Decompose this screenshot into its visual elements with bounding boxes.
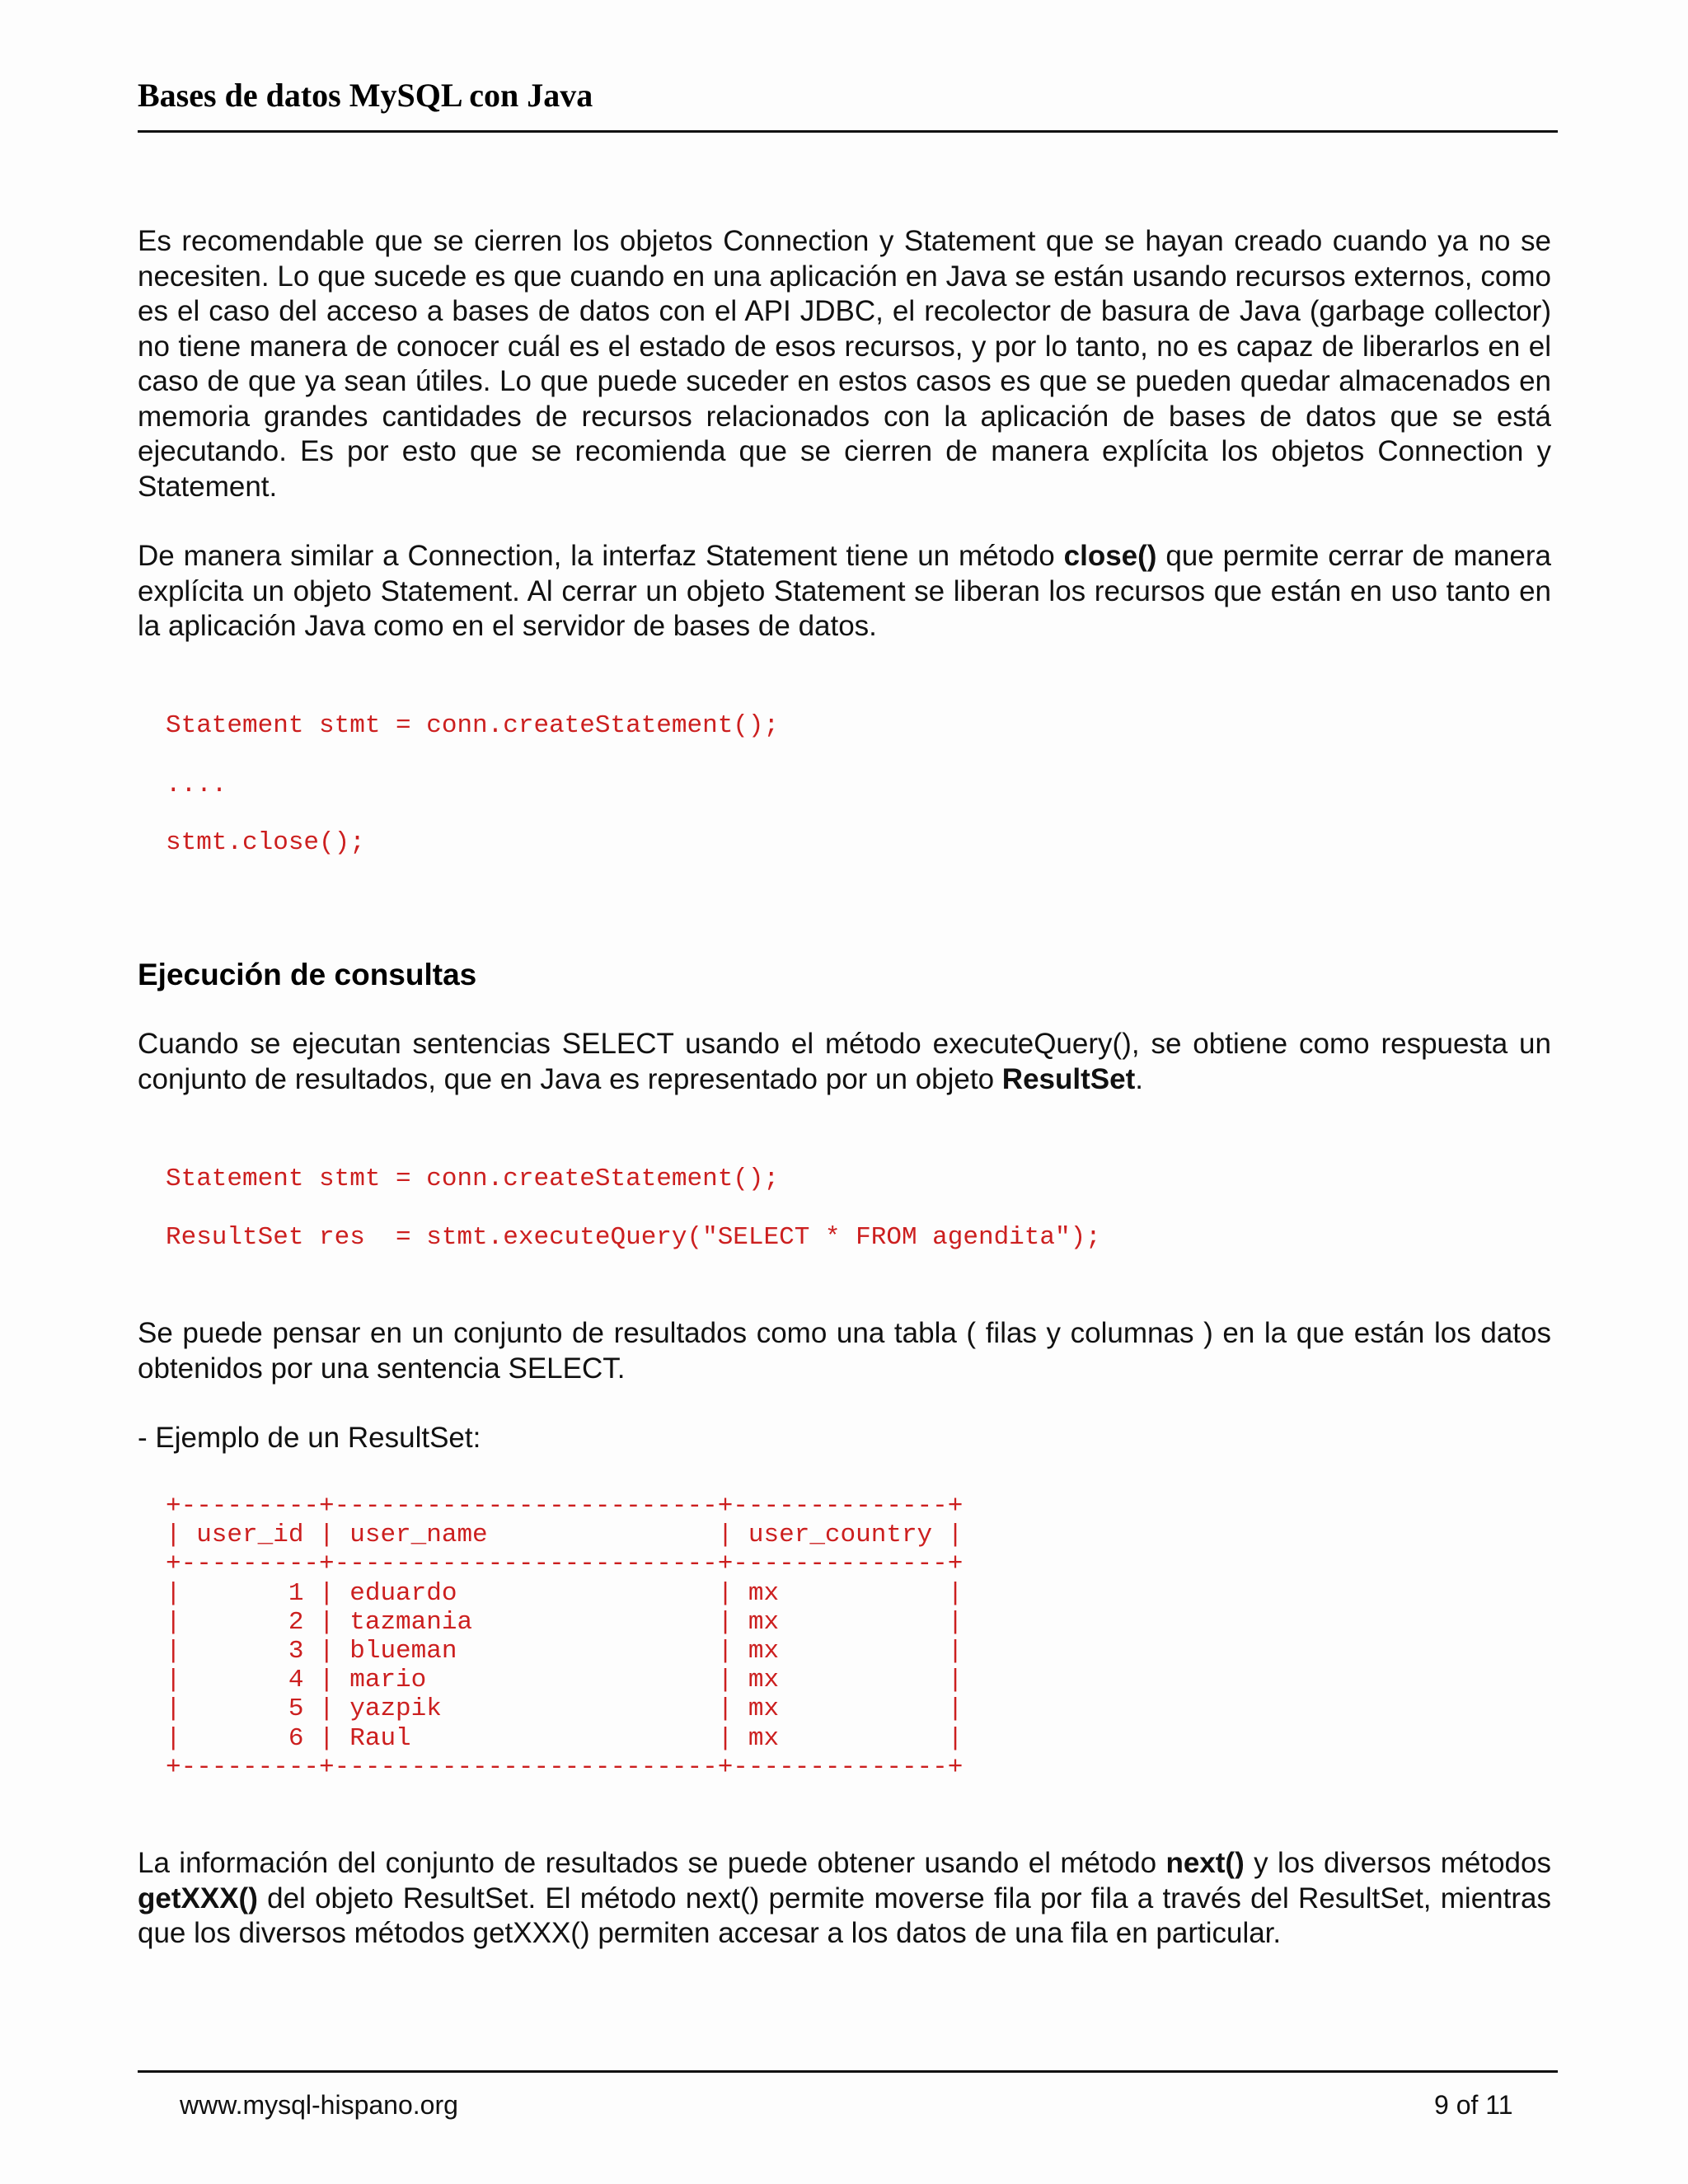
table-row: | 6 | Raul | mx | [166,1723,964,1753]
paragraph-resultset-table: Se puede pensar en un conjunto de resultados como una tabla ( filas y columnas ) en la que están los datos obtenidos por una sentencia SELECT. [138,1317,1551,1385]
paragraph-next-getxxx: La información del conjunto de resultados se puede obtener usando el método next() y los diversos métodos getXXX() del objeto ResultSet. El método next() permite moverse fila por fila a través del ResultSet, mientras que los diversos métodos getXXX() permiten accesar a los datos de una fila en particular. [138,1847,1551,1949]
next-method-term: next() [1165,1847,1245,1879]
table-row: | 3 | blueman | mx | [166,1637,964,1666]
page-number: 9 of 11 [1434,2090,1513,2120]
paragraph-resultset-example: - Ejemplo de un ResultSet: [138,1422,481,1454]
header-rule [138,130,1558,133]
table-row: | 5 | yazpik | mx | [166,1694,964,1724]
footer-rule [138,2070,1558,2073]
paragraph-closing-resources: Es recomendable que se cierren los objetos Connection y Statement que se hayan creado cuando ya no se necesiten. Lo que sucede es que cuando en una aplicación en Java se están usando recursos externos, como es el caso del acceso a bases de datos con el API JDBC, el recolector de basura de Java (garbage collector) no tiene manera de conocer cuál es el estado de esos recursos, y por lo tanto, no es capaz de liberarlos en el caso de que ya sean útiles. Lo que puede suceder en estos casos es que se pueden quedar almacenados en memoria grandes cantidades de recursos relacionados con la aplicación de bases de datos que se está ejecutando. Es por esto que se recomienda que se cierren de manera explícita los objetos Connection y Statement. [138,225,1551,503]
code-line-execute-query: ResultSet res = stmt.executeQuery("SELECT * FROM agendita"); [166,1223,1101,1252]
resultset-example-table [166,1492,963,1782]
table-header-row: | user_id | user_name | user_country | [166,1521,964,1550]
footer-website: www.mysql-hispano.org [180,2090,458,2120]
table-border-top: +---------+-------------------------+--------------+ [166,1492,964,1521]
table-row: | 2 | tazmania | mx | [166,1607,964,1637]
table-header-separator: +---------+-------------------------+--------------+ [166,1549,964,1579]
code-line-ellipsis: .... [166,771,227,799]
table-border-bottom: +---------+-------------------------+--------------+ [166,1752,964,1782]
code-line-create-statement-2: Statement stmt = conn.createStatement(); [166,1165,780,1193]
paragraph-execute-query: Cuando se ejecutan sentencias SELECT usando el método executeQuery(), se obtiene como respuesta un conjunto de resultados, que en Java es representado por un objeto ResultSet. [138,1028,1551,1095]
paragraph-close-method: De manera similar a Connection, la interfaz Statement tiene un método close() que permite cerrar de manera explícita un objeto Statement. Al cerrar un objeto Statement se liberan los recursos que están en uso tanto en la aplicación Java como en el servidor de bases de datos. [138,540,1551,642]
section-heading: Ejecución de consultas [138,958,477,991]
table-row: | 4 | mario | mx | [166,1666,964,1695]
close-method-term: close() [1063,540,1157,572]
getxxx-method-term: getXXX() [138,1882,258,1915]
code-line-create-statement: Statement stmt = conn.createStatement(); [166,711,780,740]
table-row: | 1 | eduardo | mx | [166,1578,964,1608]
document-header-title: Bases de datos MySQL con Java [138,77,593,114]
code-line-close-statement: stmt.close(); [166,828,365,857]
resultset-term: ResultSet [1001,1062,1136,1095]
